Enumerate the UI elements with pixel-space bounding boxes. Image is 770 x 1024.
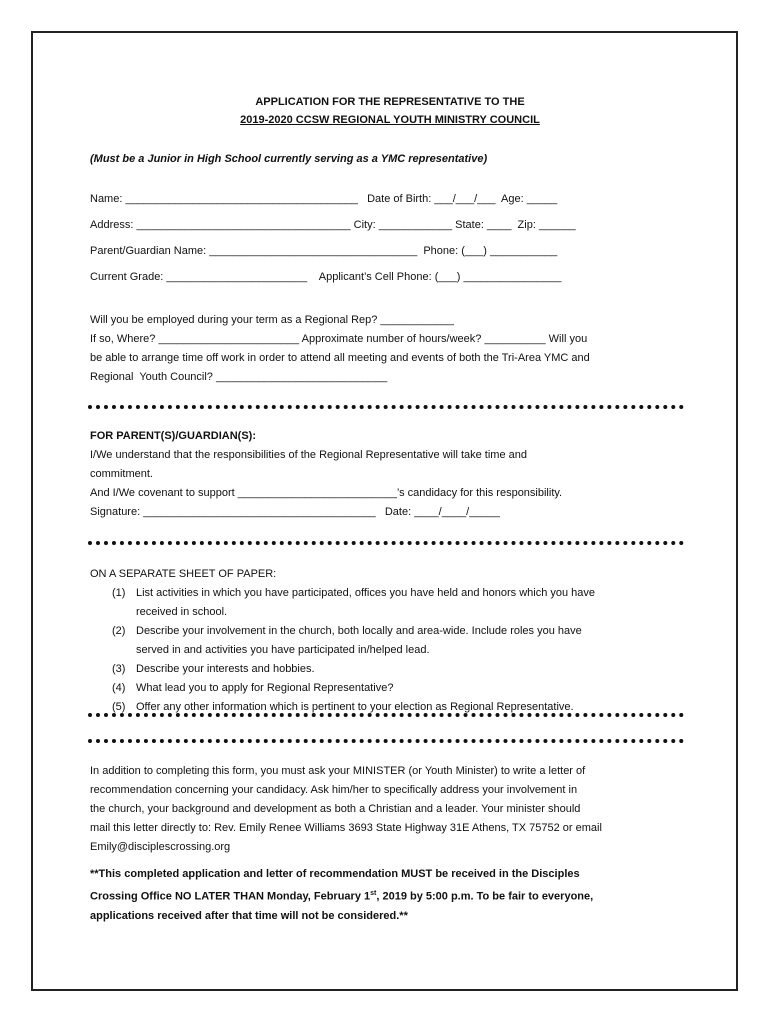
form-title	[90, 93, 690, 129]
recommendation-line: the church, your background and development as both a Christian and a leader. Your minister should	[90, 803, 581, 815]
address-row[interactable]: Address: ___________________________________ City: ____________ State: ____ Zip: ______	[90, 219, 576, 231]
deadline-notice	[90, 865, 690, 926]
list-item	[112, 584, 690, 622]
parent-line-2: commitment.	[90, 468, 153, 480]
divider	[88, 541, 684, 545]
employment-section	[90, 311, 690, 387]
deadline-text: Crossing Office NO LATER THAN Monday, February 1	[90, 890, 371, 903]
divider	[88, 739, 684, 743]
employment-where-hours[interactable]: If so, Where? _______________________ Approximate number of hours/week? __________ Will you	[90, 333, 588, 345]
recommendation-line: In addition to completing this form, you must ask your MINISTER (or Youth Minister) to write a letter of	[90, 765, 586, 777]
list-text: Describe your involvement in the church, both locally and area-wide. Include roles you have	[136, 625, 582, 637]
eligibility-note: (Must be a Junior in High School currently serving as a YMC representative)	[90, 153, 488, 165]
separate-sheet-section	[90, 565, 690, 717]
list-text: received in school.	[136, 606, 228, 618]
name-dob-age-row[interactable]: Name: ______________________________________ Date of Birth: ___/___/___ Age: _____	[90, 193, 558, 205]
parent-line-1: I/We understand that the responsibilities of the Regional Representative will take time and	[90, 449, 527, 461]
deadline-text: , 2019 by 5:00 p.m. To be fair to everyone,	[376, 890, 594, 903]
deadline-line	[90, 884, 690, 907]
parent-signature-line[interactable]: Signature: ______________________________________ Date: ____/____/_____	[90, 506, 500, 518]
instructions-list	[90, 584, 690, 717]
list-text: served in and activities you have participated in/helped lead.	[136, 644, 430, 656]
parent-support-line[interactable]: And I/We covenant to support __________________________’s candidacy for this responsibility.	[90, 487, 563, 499]
employment-question[interactable]: Will you be employed during your term as a Regional Rep? ____________	[90, 314, 454, 326]
title-line-1: APPLICATION FOR THE REPRESENTATIVE TO THE	[255, 96, 525, 108]
list-item	[112, 679, 690, 698]
list-number: (3)	[112, 663, 126, 675]
title-line-2: 2019-2020 CCSW REGIONAL YOUTH MINISTRY COUNCIL	[240, 114, 540, 126]
list-number: (2)	[112, 625, 126, 637]
deadline-line: **This completed application and letter of recommendation MUST be received in the Disciples	[90, 868, 580, 880]
parent-section	[90, 427, 690, 522]
deadline-superscript: st	[370, 890, 377, 897]
list-item	[112, 660, 690, 679]
parent-heading: FOR PARENT(S)/GUARDIAN(S):	[90, 430, 257, 442]
deadline-line: applications received after that time will not be considered.**	[90, 909, 408, 922]
list-number: (5)	[112, 701, 126, 713]
list-number: (4)	[112, 682, 126, 694]
grade-cellphone-row[interactable]: Current Grade: _______________________ Applicant’s Cell Phone: (___) ________________	[90, 271, 562, 283]
divider	[88, 713, 684, 717]
list-text: List activities in which you have participated, offices you have held and honors which you have	[136, 587, 596, 599]
list-text: Describe your interests and hobbies.	[136, 663, 315, 675]
recommendation-line: recommendation concerning your candidacy. Ask him/her to specifically address your involvement in	[90, 784, 578, 796]
recommendation-email[interactable]: Emily@disciplescrossing.org	[90, 841, 231, 853]
list-item	[112, 622, 690, 660]
recommendation-line: mail this letter directly to: Rev. Emily Renee Williams 3693 State Highway 31E Athens, TX 75752 or email	[90, 822, 602, 834]
employment-time-off: be able to arrange time off work in order to attend all meeting and events of both the Tri-Area YMC and	[90, 352, 590, 364]
separate-sheet-heading: ON A SEPARATE SHEET OF PAPER:	[90, 568, 277, 580]
applicant-fields	[90, 186, 690, 290]
list-text: What lead you to apply for Regional Representative?	[136, 682, 394, 694]
divider	[88, 405, 684, 409]
list-number: (1)	[112, 587, 126, 599]
recommendation-paragraph	[90, 762, 690, 857]
parent-phone-row[interactable]: Parent/Guardian Name: __________________________________ Phone: (___) ___________	[90, 245, 558, 257]
list-text: Offer any other information which is pertinent to your election as Regional Representative.	[136, 701, 574, 713]
employment-council[interactable]: Regional Youth Council? ____________________________	[90, 371, 388, 383]
